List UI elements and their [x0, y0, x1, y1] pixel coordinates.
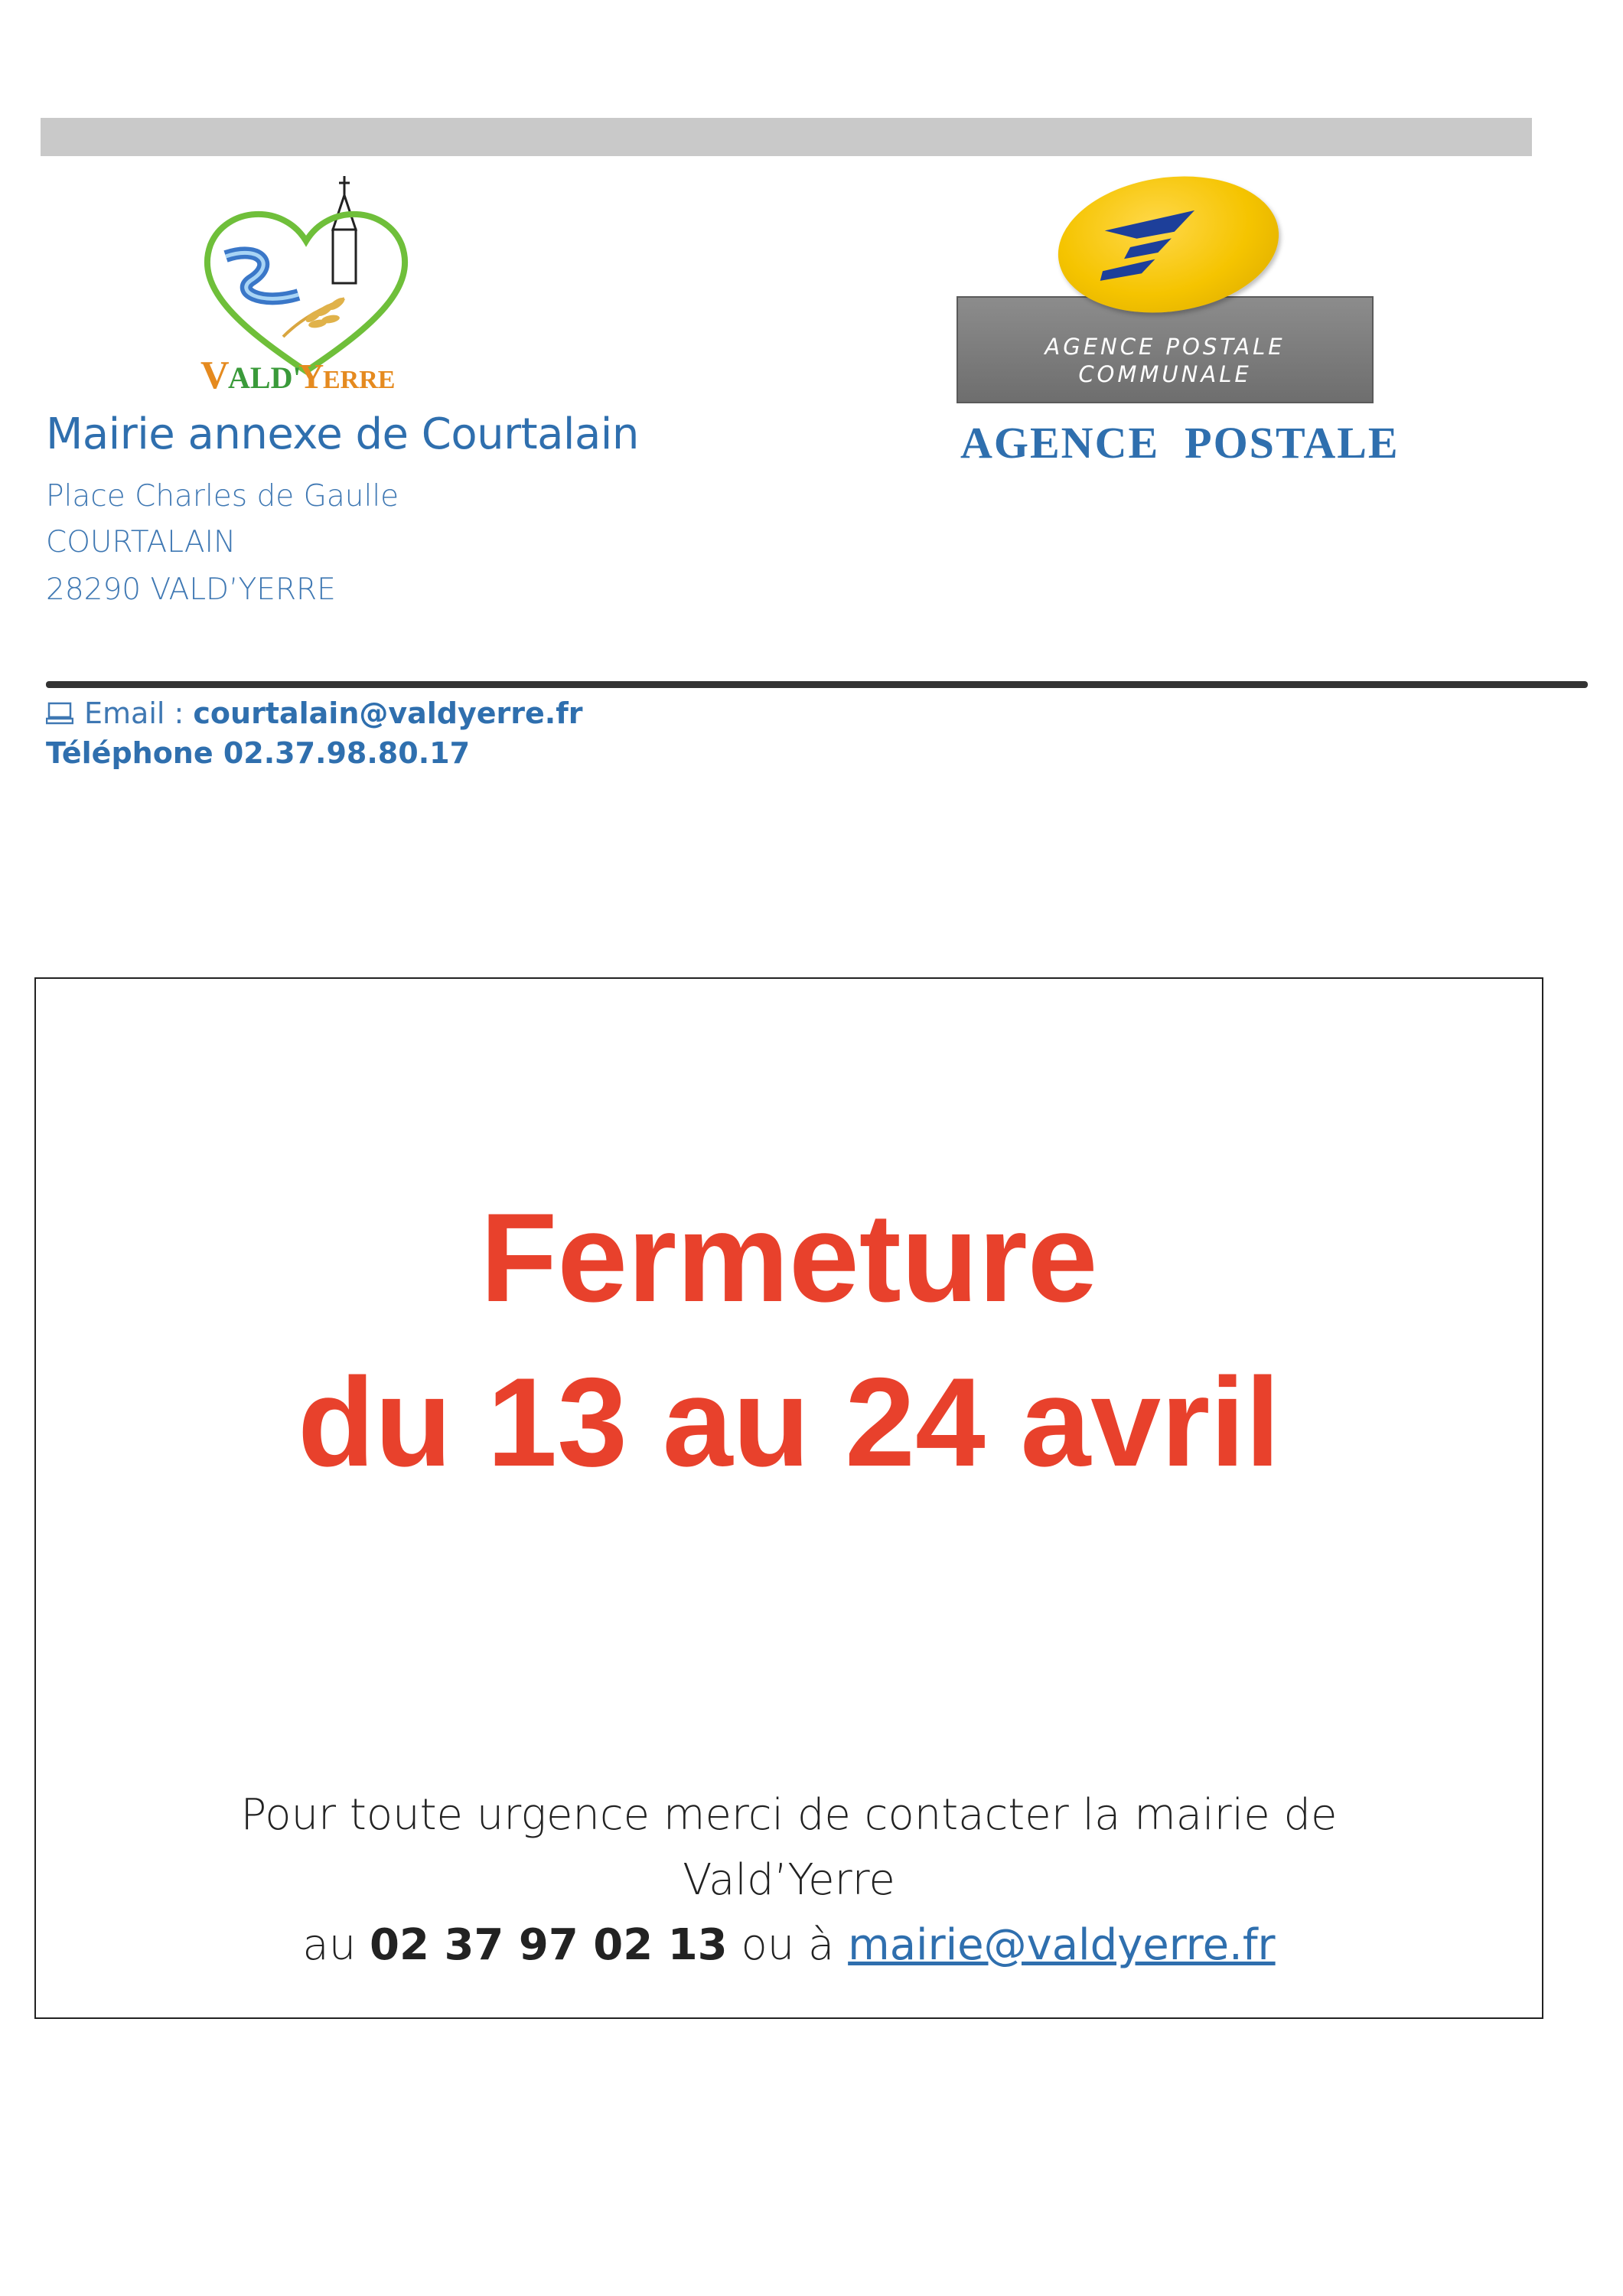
- notice-heading-fermeture: Fermeture: [480, 1187, 1098, 1328]
- urgence-phone-number: 02 37 97 02 13: [370, 1920, 728, 1970]
- address-street: Place Charles de Gaulle: [46, 479, 399, 514]
- svg-text:ERRE: ERRE: [323, 366, 396, 394]
- contact-email: [46, 696, 583, 730]
- la-poste-logo: [957, 178, 1377, 407]
- contact-phone: Téléphone 02.37.98.80.17: [46, 736, 471, 770]
- plate-line-2: COMMUNALE: [1078, 361, 1252, 387]
- agence-postale-title: AGENCE POSTALE: [960, 418, 1400, 468]
- address-postcode: 28290 VALD’YERRE: [46, 572, 336, 607]
- mairie-title: Mairie annexe de Courtalain: [46, 409, 639, 459]
- svg-text:Y: Y: [298, 357, 324, 394]
- urgence-text-line1: Pour toute urgence merci de contacter la mairie de: [240, 1790, 1338, 1840]
- plate-line-1: AGENCE POSTALE: [1045, 334, 1286, 360]
- top-grey-bar: [41, 118, 1532, 156]
- urgence-prefix: au: [302, 1920, 370, 1970]
- notice-box: [34, 977, 1543, 2019]
- urgence-text-line3: [36, 1920, 1542, 1970]
- address-town: COURTALAIN: [46, 525, 236, 559]
- agence-postale-plate: [957, 296, 1374, 403]
- urgence-middle: ou à: [727, 1920, 849, 1970]
- email-label: Email :: [84, 696, 194, 730]
- email-address[interactable]: courtalain@valdyerre.fr: [193, 696, 583, 730]
- separator-line: [46, 681, 1588, 688]
- valdyerre-logo: [191, 172, 421, 394]
- notice-heading-dates: du 13 au 24 avril: [298, 1352, 1280, 1492]
- svg-text:V: V: [200, 354, 230, 394]
- mairie-email-link[interactable]: mairie@valdyerre.fr: [848, 1920, 1276, 1970]
- urgence-text-line2: Vald’Yerre: [683, 1855, 895, 1905]
- svg-text:ALD': ALD': [228, 360, 301, 394]
- computer-icon: [46, 698, 73, 721]
